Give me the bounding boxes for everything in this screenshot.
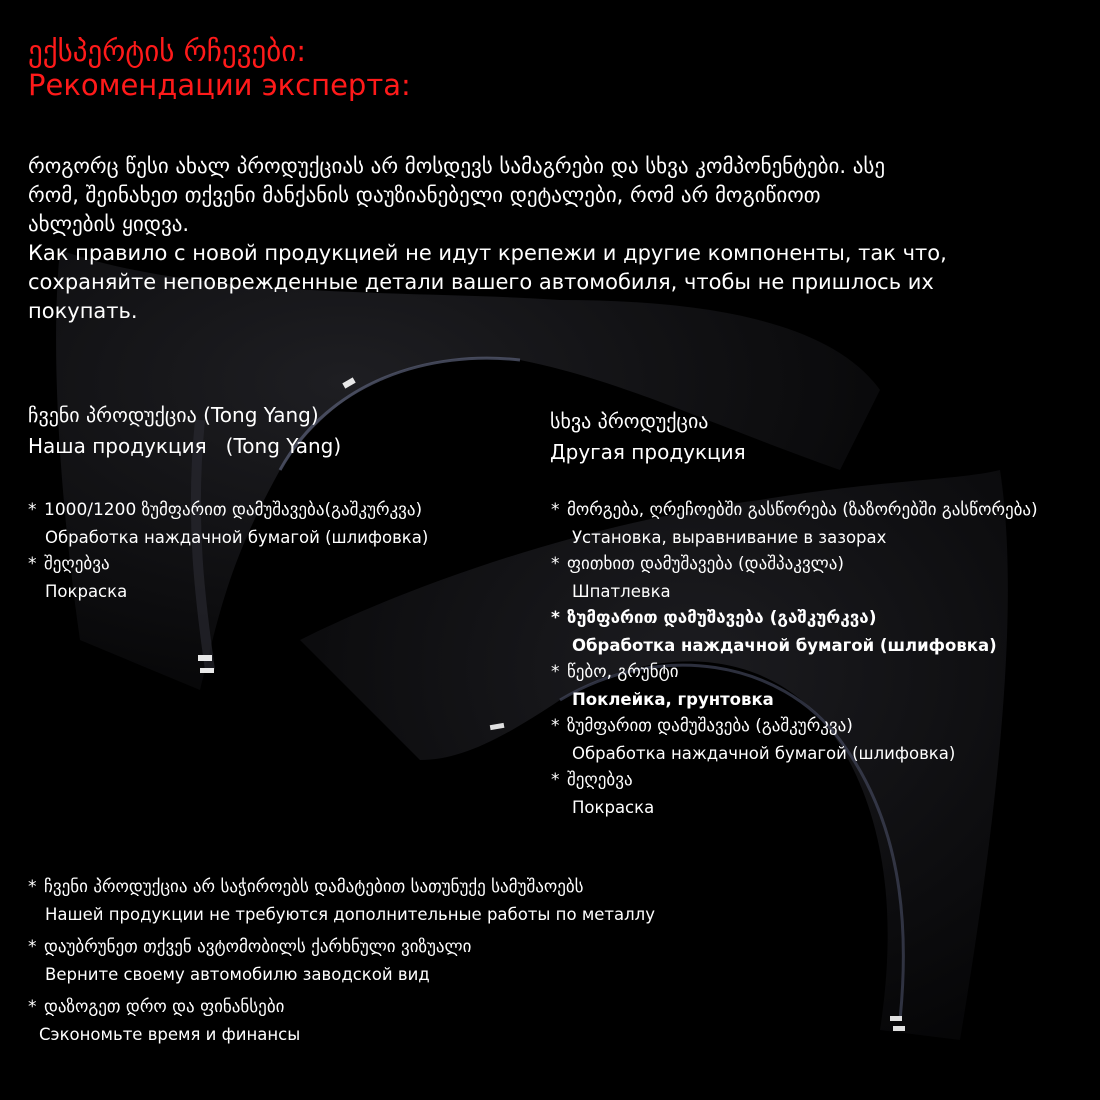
bullet-star: *: [28, 937, 37, 957]
other-product-list: [551, 497, 1038, 821]
item-georgian: ჩვენი პროდუქცია არ საჭიროებს დამატებით სათუნუქე სამუშაოებს: [44, 877, 584, 897]
bullet-star: *: [551, 500, 560, 520]
page-title: [28, 34, 411, 102]
item-russian: Покраска: [45, 582, 128, 601]
bullet-star: *: [551, 554, 560, 574]
list-item: [551, 551, 1038, 605]
benefits-list: [28, 874, 655, 1048]
item-georgian: ზუმფარით დამუშავება (გაშკურკვა): [567, 608, 877, 628]
item-russian: Поклейка, грунтовка: [572, 690, 774, 709]
other-product-heading-russian: Другая продукция: [550, 440, 746, 464]
item-georgian: 1000/1200 ზუმფარით დამუშავება(გაშკურკვა): [44, 500, 423, 520]
our-product-list: [28, 497, 428, 605]
other-product-heading: [550, 406, 746, 468]
list-item: [551, 659, 1038, 713]
list-item: [28, 874, 655, 928]
list-item: [28, 497, 428, 551]
our-product-heading-georgian: ჩვენი პროდუქცია (Tong Yang): [28, 403, 319, 427]
title-georgian: ექსპერტის რჩევები:: [28, 34, 306, 68]
item-russian: Сэкономьте время и финансы: [39, 1025, 301, 1044]
bullet-star: *: [551, 608, 560, 628]
bullet-star: *: [28, 500, 37, 520]
item-russian: Обработка наждачной бумагой (шлифовка): [45, 528, 429, 547]
bullet-star: *: [551, 716, 560, 736]
item-georgian: მორგება, ღრეჩოებში გასწორება (ზაზორებში გასწორება): [567, 500, 1038, 520]
intro-georgian-line: რომ, შეინახეთ თქვენი მანქანის დაუზიანებელი დეტალები, რომ არ მოგიწიოთ: [28, 183, 821, 207]
item-russian: Обработка наждачной бумагой (шлифовка): [572, 744, 956, 763]
list-item: [551, 497, 1038, 551]
list-item: [551, 605, 1038, 659]
bullet-star: *: [551, 662, 560, 682]
item-russian: Покраска: [572, 798, 655, 817]
item-georgian: დაზოგეთ დრო და ფინანსები: [44, 997, 285, 1017]
item-georgian: დაუბრუნეთ თქვენ ავტომობილს ქარხნული ვიზუალი: [44, 937, 472, 957]
bullet-star: *: [28, 877, 37, 897]
list-item: [551, 713, 1038, 767]
other-product-heading-georgian: სხვა პროდუქცია: [550, 409, 709, 433]
item-georgian: ზუმფარით დამუშავება (გაშკურკვა): [567, 716, 853, 736]
intro-georgian-line: როგორც წესი ახალ პროდუქციას არ მოსდევს სამაგრები და სხვა კომპონენტები. ასე: [28, 154, 886, 178]
list-item: [551, 767, 1038, 821]
list-item: [28, 994, 655, 1048]
item-russian: Обработка наждачной бумагой (шлифовка): [572, 636, 997, 655]
our-product-heading-russian: Наша продукция (Tong Yang): [28, 434, 342, 458]
bullet-star: *: [28, 997, 37, 1017]
item-georgian: წებო, გრუნტი: [567, 662, 679, 682]
intro-georgian-line: ახლების ყიდვა.: [28, 212, 190, 236]
item-russian: Верните своему автомобилю заводской вид: [45, 965, 430, 984]
intro-russian-line: сохраняйте неповрежденные детали вашего автомобиля, чтобы не пришлось их: [28, 270, 934, 294]
item-russian: Шпатлевка: [572, 582, 671, 601]
item-russian: Установка, выравнивание в зазорах: [572, 528, 887, 547]
list-item: [28, 551, 428, 605]
bullet-star: *: [28, 554, 37, 574]
bullet-star: *: [551, 770, 560, 790]
list-item: [28, 934, 655, 988]
our-product-heading: [28, 400, 341, 462]
intro-russian-line: Как правило с новой продукцией не идут крепежи и другие компоненты, так что,: [28, 241, 947, 265]
item-georgian: შეღებვა: [44, 554, 110, 574]
intro-russian-line: покупать.: [28, 299, 138, 323]
item-russian: Нашей продукции не требуются дополнительные работы по металлу: [45, 905, 655, 924]
item-georgian: შეღებვა: [567, 770, 633, 790]
title-russian: Рекомендации эксперта:: [28, 68, 411, 102]
item-georgian: ფითხით დამუშავება (დაშპაკვლა): [567, 554, 845, 574]
intro-paragraph: [28, 152, 1088, 326]
